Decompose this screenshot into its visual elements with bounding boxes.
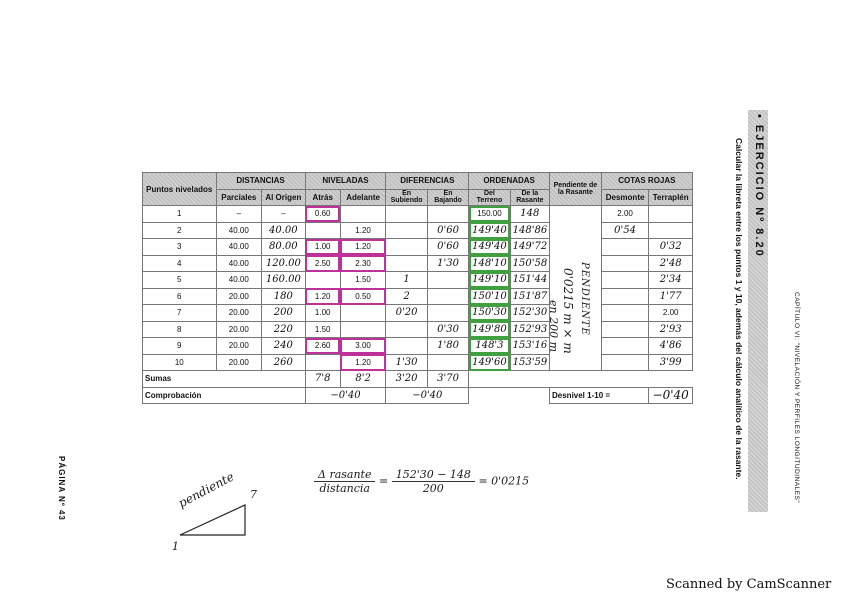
- sumas-subiendo: 3'20: [386, 371, 427, 388]
- parcial-cell: –: [216, 206, 262, 223]
- point-cell: 1: [143, 206, 217, 223]
- table-row: [143, 222, 693, 239]
- bajando-cell: [427, 305, 468, 322]
- subiendo-cell: [386, 239, 427, 256]
- adelante-cell: [340, 206, 386, 223]
- point-cell: 6: [143, 288, 217, 305]
- atras-cell: 0.60: [305, 206, 340, 223]
- sketch-bottom-point: 1: [172, 540, 179, 553]
- point-cell: 9: [143, 338, 217, 355]
- atras-cell: [305, 272, 340, 289]
- terraplen-cell: 2'34: [649, 272, 693, 289]
- rasante-cell: 153'16: [510, 338, 549, 355]
- point-cell: 2: [143, 222, 217, 239]
- adelante-cell: 1.20: [340, 239, 386, 256]
- terreno-cell: 149'40: [469, 239, 510, 256]
- formula-den-left: distancia: [319, 482, 370, 495]
- terreno-cell: 150.00: [469, 206, 510, 223]
- exercise-title: • EJERCICIO Nº 8.20: [753, 114, 765, 258]
- point-cell: 3: [143, 239, 217, 256]
- page-number: PÁGINA Nº 43: [57, 456, 66, 521]
- parcial-cell: 40.00: [216, 272, 262, 289]
- pendiente-value: 0'0215 m × m: [561, 268, 575, 354]
- pendiente-distance: en 200 m: [547, 300, 560, 353]
- header-del-terreno: Del Terreno: [469, 189, 510, 206]
- bajando-cell: [427, 272, 468, 289]
- formula-num-left: Δ rasante: [314, 468, 375, 482]
- fraction-left: [314, 468, 375, 495]
- subiendo-cell: 0'20: [386, 305, 427, 322]
- terreno-cell: 149'60: [469, 354, 510, 371]
- comprobacion-row: [143, 387, 693, 404]
- terraplen-cell: 2.00: [649, 305, 693, 322]
- formula-den-right: 200: [422, 482, 444, 495]
- origen-cell: 220: [262, 321, 306, 338]
- terreno-cell: 149'80: [469, 321, 510, 338]
- table-row: [143, 255, 693, 272]
- parcial-cell: 20.00: [216, 354, 262, 371]
- desmonte-cell: [601, 305, 649, 322]
- terraplen-cell: 2'48: [649, 255, 693, 272]
- header-de-la-rasante: De la Rasante: [510, 189, 549, 206]
- bajando-cell: 1'80: [427, 338, 468, 355]
- atras-cell: 1.00: [305, 305, 340, 322]
- point-cell: 8: [143, 321, 217, 338]
- subiendo-cell: [386, 222, 427, 239]
- subiendo-cell: [386, 255, 427, 272]
- atras-cell: 1.00: [305, 239, 340, 256]
- terreno-cell: 149'40: [469, 222, 510, 239]
- point-cell: 5: [143, 272, 217, 289]
- origen-cell: 260: [262, 354, 306, 371]
- rasante-cell: 148'86: [510, 222, 549, 239]
- subiendo-cell: 1'30: [386, 354, 427, 371]
- adelante-cell: 3.00: [340, 338, 386, 355]
- bajando-cell: 1'30: [427, 255, 468, 272]
- parcial-cell: 20.00: [216, 288, 262, 305]
- desmonte-cell: 2.00: [601, 206, 649, 223]
- point-cell: 10: [143, 354, 217, 371]
- atras-cell: [305, 222, 340, 239]
- origen-cell: 240: [262, 338, 306, 355]
- header-terraplen: Terraplén: [649, 189, 693, 206]
- header-cotas-rojas: COTAS ROJAS: [601, 173, 692, 190]
- subiendo-cell: 2: [386, 288, 427, 305]
- sumas-bajando: 3'70: [427, 371, 468, 388]
- parcial-cell: 20.00: [216, 338, 262, 355]
- header-desmonte: Desmonte: [601, 189, 649, 206]
- desnivel-label: Desnivel 1-10 =: [550, 387, 649, 404]
- desmonte-cell: [601, 288, 649, 305]
- terreno-cell: 150'30: [469, 305, 510, 322]
- comprobacion-niveladas: −0'40: [305, 387, 386, 404]
- table-row: [143, 206, 693, 223]
- fraction-right: [392, 468, 475, 495]
- parcial-cell: 40.00: [216, 222, 262, 239]
- adelante-cell: 0.50: [340, 288, 386, 305]
- sumas-adelante: 8'2: [340, 371, 386, 388]
- desmonte-cell: [601, 338, 649, 355]
- bajando-cell: [427, 354, 468, 371]
- rasante-cell: 148: [510, 206, 549, 223]
- parcial-cell: 40.00: [216, 255, 262, 272]
- desmonte-cell: 0'54: [601, 222, 649, 239]
- rasante-cell: 151'44: [510, 272, 549, 289]
- point-cell: 4: [143, 255, 217, 272]
- parcial-cell: 20.00: [216, 305, 262, 322]
- terreno-cell: 149'10: [469, 272, 510, 289]
- sketch-label: pendiente: [176, 469, 237, 511]
- desmonte-cell: [601, 272, 649, 289]
- origen-cell: 160.00: [262, 272, 306, 289]
- header-en-bajando: En Bajando: [427, 189, 468, 206]
- comprobacion-blank: [469, 387, 550, 404]
- origen-cell: 80.00: [262, 239, 306, 256]
- table-row: [143, 288, 693, 305]
- sumas-label: Sumas: [143, 371, 306, 388]
- terraplen-cell: [649, 206, 693, 223]
- adelante-cell: 1.20: [340, 354, 386, 371]
- desmonte-cell: [601, 239, 649, 256]
- comprobacion-label: Comprobación: [143, 387, 306, 404]
- table-row: [143, 305, 693, 322]
- equals-sign: =: [378, 474, 389, 488]
- terreno-cell: 150'10: [469, 288, 510, 305]
- terraplen-cell: 2'93: [649, 321, 693, 338]
- origen-cell: 180: [262, 288, 306, 305]
- rasante-cell: 149'72: [510, 239, 549, 256]
- bajando-cell: [427, 288, 468, 305]
- desmonte-cell: [601, 255, 649, 272]
- adelante-cell: [340, 321, 386, 338]
- desmonte-cell: [601, 321, 649, 338]
- origen-cell: 200: [262, 305, 306, 322]
- desmonte-cell: [601, 354, 649, 371]
- header-diferencias: DIFERENCIAS: [386, 173, 469, 190]
- parcial-cell: 40.00: [216, 239, 262, 256]
- adelante-cell: 1.20: [340, 222, 386, 239]
- terraplen-cell: 4'86: [649, 338, 693, 355]
- formula-result: = 0'0215: [478, 474, 530, 488]
- rasante-formula: [314, 468, 529, 495]
- terraplen-cell: 3'99: [649, 354, 693, 371]
- header-al-origen: Al Origen: [262, 189, 306, 206]
- adelante-cell: 1.50: [340, 272, 386, 289]
- adelante-cell: 2.30: [340, 255, 386, 272]
- rasante-cell: 151'87: [510, 288, 549, 305]
- atras-cell: 2.50: [305, 255, 340, 272]
- atras-cell: [305, 354, 340, 371]
- table-row: [143, 338, 693, 355]
- atras-cell: 1.50: [305, 321, 340, 338]
- header-parciales: Parciales: [216, 189, 262, 206]
- desnivel-value: −0'40: [649, 387, 693, 404]
- subiendo-cell: [386, 206, 427, 223]
- comprobacion-diferencias: −0'40: [386, 387, 469, 404]
- parcial-cell: 20.00: [216, 321, 262, 338]
- bajando-cell: [427, 206, 468, 223]
- header-puntos: Puntos nivelados: [143, 173, 217, 206]
- table-row: [143, 239, 693, 256]
- bajando-cell: 0'60: [427, 222, 468, 239]
- scanner-watermark: Scanned by CamScanner: [666, 577, 832, 592]
- terraplen-cell: 0'32: [649, 239, 693, 256]
- subiendo-cell: [386, 321, 427, 338]
- sumas-row: [143, 371, 693, 388]
- header-pendiente: Pendiente de la Rasante: [550, 173, 602, 206]
- rasante-cell: 150'58: [510, 255, 549, 272]
- exercise-statement: Calcular la libreta entre los puntos 1 y 10, además del cálculo analítico de la rasante.: [734, 138, 744, 480]
- header-niveladas: NIVELADAS: [305, 173, 386, 190]
- adelante-cell: [340, 305, 386, 322]
- subiendo-cell: [386, 338, 427, 355]
- table-row: [143, 272, 693, 289]
- subiendo-cell: 1: [386, 272, 427, 289]
- pendiente-word: PENDIENTE: [579, 262, 590, 336]
- rasante-cell: 152'93: [510, 321, 549, 338]
- origen-cell: 120.00: [262, 255, 306, 272]
- header-adelante: Adelante: [340, 189, 386, 206]
- formula-num-right: 152'30 − 148: [392, 468, 475, 482]
- rasante-cell: 153'59: [510, 354, 549, 371]
- terreno-cell: 148'10: [469, 255, 510, 272]
- header-ordenadas: ORDENADAS: [469, 173, 550, 190]
- leveling-table: [142, 172, 693, 404]
- header-distancias: DISTANCIAS: [216, 173, 305, 190]
- terreno-cell: 148'3: [469, 338, 510, 355]
- sumas-atras: 7'8: [305, 371, 340, 388]
- origen-cell: –: [262, 206, 306, 223]
- bajando-cell: 0'30: [427, 321, 468, 338]
- bajando-cell: 0'60: [427, 239, 468, 256]
- atras-cell: 1.20: [305, 288, 340, 305]
- atras-cell: 2.60: [305, 338, 340, 355]
- pendiente-annotation: [579, 262, 590, 382]
- table-row: [143, 321, 693, 338]
- table-row: [143, 354, 693, 371]
- terraplen-cell: [649, 222, 693, 239]
- header-atras: Atrás: [305, 189, 340, 206]
- rasante-cell: 152'30: [510, 305, 549, 322]
- header-en-subiendo: En Subiendo: [386, 189, 427, 206]
- origen-cell: 40.00: [262, 222, 306, 239]
- chapter-heading: CAPÍTULO VI: "NIVELACIÓN Y PERFILES LONGITUDINALES": [793, 292, 800, 504]
- terraplen-cell: 1'77: [649, 288, 693, 305]
- sketch-top-point: 7: [250, 488, 257, 501]
- point-cell: 7: [143, 305, 217, 322]
